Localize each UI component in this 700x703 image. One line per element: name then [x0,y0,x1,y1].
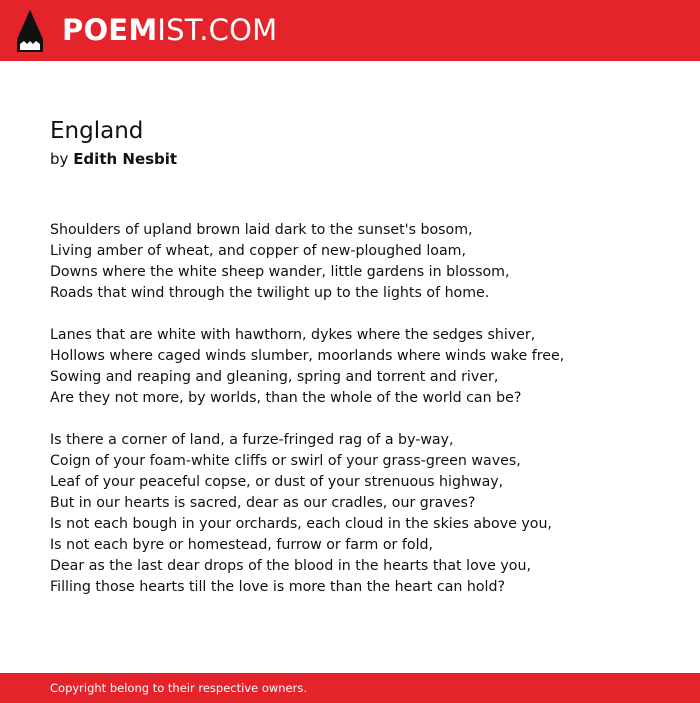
site-logo-link[interactable] [62,12,277,48]
logo-brand-bold: POEM [62,13,158,47]
poem-line: Is there a corner of land, a furze-fringed rag of a by-way, [50,432,454,448]
poem-line: Lanes that are white with hawthorn, dykes where the sedges shiver, [50,327,536,343]
poem-line: Is not each byre or homestead, furrow or farm or fold, [50,537,434,553]
poem-line: Coign of your foam-white cliffs or swirl of your grass-green waves, [50,453,521,469]
poem-line: Is not each bough in your orchards, each cloud in the skies above you, [50,516,552,532]
poem-line: But in our hearts is sacred, dear as our cradles, our graves? [50,495,476,511]
site-footer [0,673,700,703]
poem-title: England [50,118,144,144]
poem-line: Filling those hearts till the love is more than the heart can hold? [50,579,506,595]
poem-line: Leaf of your peaceful copse, or dust of your strenuous highway, [50,474,504,490]
poem-line: Are they not more, by worlds, than the whole of the world can be? [50,390,522,406]
by-label: by [50,150,69,168]
poem-body [50,220,670,598]
poem-byline [50,148,670,170]
poem-line: Shoulders of upland brown laid dark to the sunset's bosom, [50,222,473,238]
logo-brand-light: IST.COM [157,13,278,47]
poem-content [50,114,670,619]
poem-line: Living amber of wheat, and copper of new-ploughed loam, [50,243,466,259]
stanza-1 [50,220,670,304]
poem-line: Dear as the last dear drops of the blood in the hearts that love you, [50,558,531,574]
poem-line: Sowing and reaping and gleaning, spring and torrent and river, [50,369,499,385]
poem-line: Roads that wind through the twilight up to the lights of home. [50,285,490,301]
poem-line: Hollows where caged winds slumber, moorlands where winds wake free, [50,348,565,364]
stanza-3 [50,430,670,598]
copyright-notice: Copyright belong to their respective owners. [50,681,308,695]
site-header [0,0,700,61]
poem-line: Downs where the white sheep wander, little gardens in blossom, [50,264,510,280]
pencil-icon[interactable] [17,10,43,52]
poem-author: Edith Nesbit [73,150,178,168]
stanza-2 [50,325,670,409]
